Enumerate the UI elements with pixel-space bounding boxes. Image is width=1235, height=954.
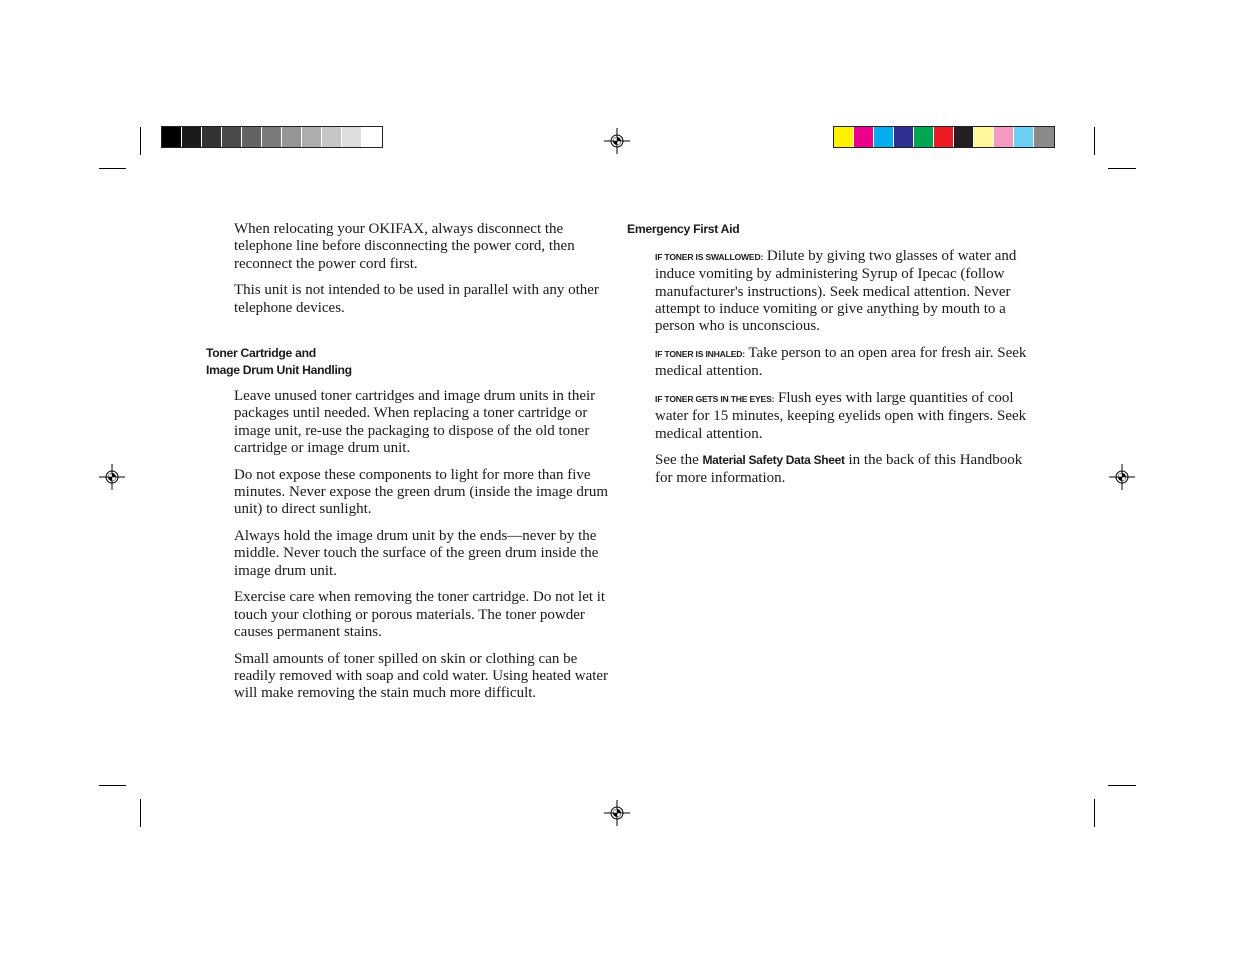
registration-mark-icon — [604, 128, 630, 154]
section-heading: Emergency First Aid — [627, 222, 740, 236]
see-suffix: in the back of this Handbook for more information. — [655, 452, 1023, 486]
eyes-label: IF TONER GETS IN THE EYES: — [655, 394, 775, 405]
storage-paragraph: Leave unused toner cartridges and image drum units in their packages until needed. When replacing a toner cartridge or image unit, re-use the packaging to dispose of the old toner cartridge or image drum unit. — [234, 388, 596, 456]
color-swatch — [914, 127, 934, 147]
crop-mark — [1108, 168, 1136, 169]
msds-reference-paragraph — [655, 452, 1031, 487]
crop-mark — [140, 799, 141, 827]
eyes-text: Flush eyes with large quantities of cool water for 15 minutes, keeping eyelids open with fingers. Seek medical attention. — [655, 390, 1027, 442]
color-swatch — [894, 127, 914, 147]
swallowed-label: IF TONER IS SWALLOWED: — [655, 252, 764, 262]
crop-mark — [140, 127, 141, 155]
color-swatch — [874, 127, 894, 147]
color-swatch — [202, 127, 222, 147]
first-aid-heading — [627, 221, 927, 238]
crop-mark — [1094, 127, 1095, 155]
color-swatch — [954, 127, 974, 147]
registration-mark-icon — [604, 800, 630, 826]
color-swatch — [1034, 127, 1054, 147]
inhaled-text: Take person to an open area for fresh air. Seek medical attention. — [655, 344, 1027, 380]
color-swatch — [362, 127, 382, 147]
color-swatch — [322, 127, 342, 147]
first-aid-section — [655, 248, 1031, 497]
color-swatch — [834, 127, 854, 147]
crop-mark — [1108, 785, 1136, 786]
color-swatch — [282, 127, 302, 147]
color-swatch — [162, 127, 182, 147]
light-exposure-paragraph: Do not expose these components to light for more than five minutes. Never expose the green drum (inside the image drum unit) to direct sunlight. — [234, 466, 609, 518]
parallel-use-paragraph: This unit is not intended to be used in parallel with any other telephone devices. — [234, 282, 599, 316]
color-swatch — [994, 127, 1014, 147]
swallowed-text: Dilute by giving two glasses of water and induce vomiting by administering Syrup of Ipecac (follow manufacturer's instructions). Seek medical attention. Never attempt to induce vomiting or give anything by mouth to a person who is unconscious. — [655, 248, 1017, 335]
registration-mark-icon — [1109, 464, 1135, 490]
drum-handling-paragraph: Always hold the image drum unit by the ends—never by the middle. Never touch the surface of the green drum inside the image drum unit. — [234, 528, 599, 579]
eyes-paragraph — [655, 390, 1031, 443]
color-swatch — [974, 127, 994, 147]
see-prefix: See the — [655, 452, 703, 469]
registration-mark-icon — [99, 464, 125, 490]
color-swatch — [1014, 127, 1034, 147]
heading-line: Image Drum Unit Handling — [206, 363, 352, 377]
swallowed-paragraph — [655, 248, 1031, 335]
color-swatch — [222, 127, 242, 147]
color-swatch — [242, 127, 262, 147]
intro-section — [234, 221, 610, 326]
msds-reference: Material Safety Data Sheet — [702, 453, 845, 468]
toner-removal-paragraph: Exercise care when removing the toner cartridge. Do not let it touch your clothing or porous materials. The toner powder causes permanent stains. — [234, 589, 606, 641]
process-color-bar — [833, 126, 1055, 148]
color-swatch — [854, 127, 874, 147]
inhaled-label: IF TONER IS INHALED: — [655, 348, 745, 359]
inhaled-paragraph — [655, 345, 1031, 381]
spill-cleanup-paragraph: Small amounts of toner spilled on skin or clothing can be readily removed with soap and cold water. Using heated water will make removing the stain much more difficult. — [234, 650, 609, 702]
grayscale-color-bar — [161, 126, 383, 148]
heading-line: Toner Cartridge and — [206, 346, 316, 360]
color-swatch — [342, 127, 362, 147]
relocation-paragraph: When relocating your OKIFAX, always disconnect the telephone line before disconnecting the power cord, then reconnect the power cord first. — [234, 221, 575, 272]
crop-mark — [99, 785, 126, 786]
toner-handling-section — [234, 388, 610, 712]
toner-handling-heading — [206, 345, 506, 379]
color-swatch — [302, 127, 322, 147]
color-swatch — [182, 127, 202, 147]
crop-mark — [1094, 799, 1095, 827]
color-swatch — [934, 127, 954, 147]
color-swatch — [262, 127, 282, 147]
crop-mark — [99, 168, 126, 169]
